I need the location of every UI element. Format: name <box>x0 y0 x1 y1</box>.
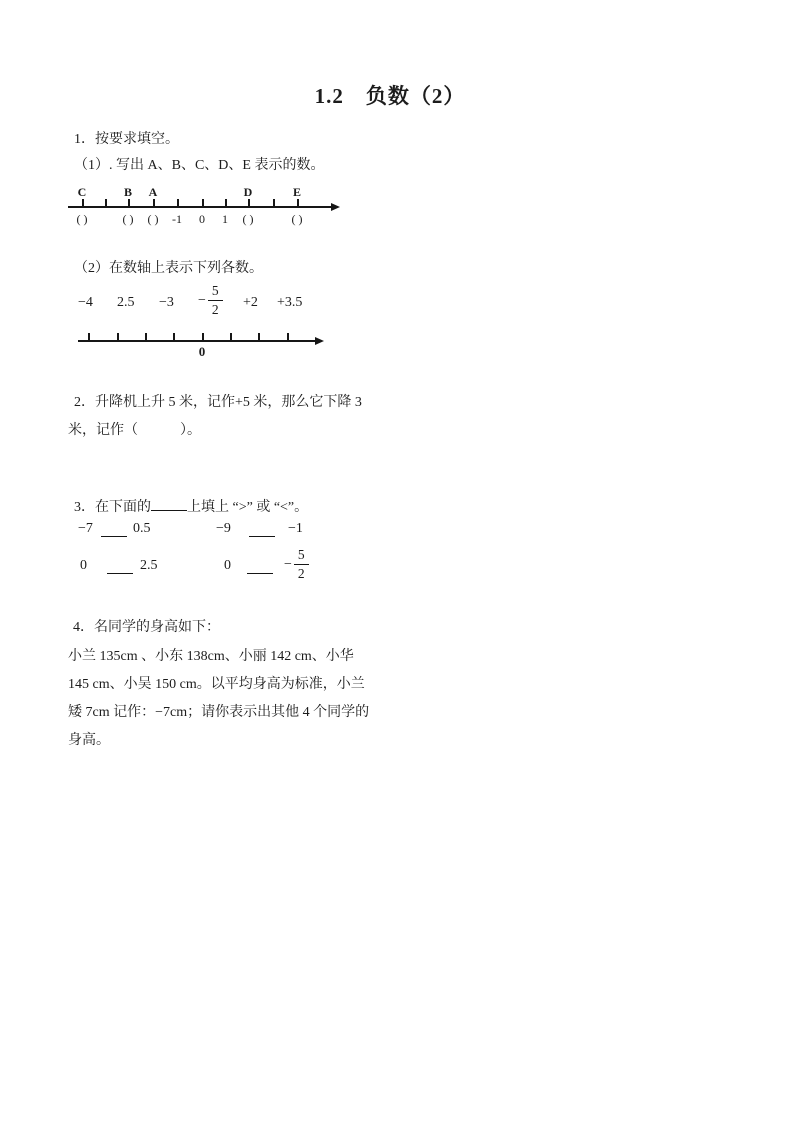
arrow-right-icon <box>331 203 340 211</box>
axis-value-label: -1 <box>172 212 182 226</box>
number-value: −4 <box>78 295 93 310</box>
question-3-heading-pre: 3．在下面的 <box>74 500 151 515</box>
comparison-value: −9 <box>216 521 231 536</box>
point-letter-d: D <box>243 185 253 199</box>
fraction-numerator: 5 <box>208 283 223 301</box>
comparison-value: 0 <box>224 558 231 573</box>
number-value: −3 <box>159 295 174 310</box>
axis-blank-label: ( ) <box>147 212 159 226</box>
fraction-stack <box>294 547 309 582</box>
tick-mark <box>88 333 90 340</box>
point-letter-e: E <box>292 185 302 199</box>
comparison-value: 0.5 <box>133 521 151 536</box>
number-line-2 <box>78 326 338 362</box>
tick-mark <box>177 199 179 206</box>
blank-line <box>247 559 273 574</box>
blank-line <box>101 522 127 537</box>
question-2-text-line-1: 2．升降机上升 5 米，记作+5 米，那么它下降 3 <box>74 395 362 410</box>
axis-blank-label: ( ) <box>291 212 303 226</box>
axis-blank-label: ( ) <box>242 212 254 226</box>
blank-line <box>151 496 187 511</box>
number-value: +2 <box>243 295 258 310</box>
tick-mark <box>273 199 275 206</box>
tick-mark <box>225 199 227 206</box>
tick-mark <box>82 199 84 206</box>
question-4-text-line: 145 cm、小吴 150 cm。以平均身高为标准，小兰 <box>68 677 365 692</box>
axis-line <box>68 206 332 208</box>
tick-mark <box>258 333 260 340</box>
question-3-heading-post: 上填上 “>” 或 “<”。 <box>187 500 309 515</box>
comparison-value: −7 <box>78 521 93 536</box>
fraction-numerator: 5 <box>294 547 309 565</box>
question-3-heading <box>74 496 308 516</box>
question-4-text-line: 矮 7cm 记作：−7cm；请你表示出其他 4 个同学的 <box>68 705 370 720</box>
number-line-1 <box>68 185 353 231</box>
tick-mark <box>153 199 155 206</box>
fraction-stack <box>208 283 223 318</box>
axis-line <box>78 340 316 342</box>
comparison-value: −1 <box>288 521 303 536</box>
question-4-text-line: 身高。 <box>68 733 110 748</box>
tick-mark <box>117 333 119 340</box>
axis-blank-label: ( ) <box>76 212 88 226</box>
axis-value-label: 0 <box>199 212 205 226</box>
fraction-value <box>284 547 309 582</box>
fraction-minus-sign: − <box>198 292 206 308</box>
number-value: 2.5 <box>117 295 135 310</box>
tick-mark <box>145 333 147 340</box>
fraction-denominator: 2 <box>211 302 219 318</box>
axis-blank-label: ( ) <box>122 212 134 226</box>
tick-mark <box>202 199 204 206</box>
question-1-part-2-label: （2）在数轴上表示下列各数。 <box>74 261 263 276</box>
axis-value-label: 1 <box>222 212 228 226</box>
tick-mark <box>128 199 130 206</box>
point-letter-c: C <box>77 185 87 199</box>
blank-line <box>107 559 133 574</box>
tick-mark <box>105 199 107 206</box>
point-letter-b: B <box>123 185 133 199</box>
tick-mark <box>202 333 204 340</box>
point-letter-a: A <box>148 185 158 199</box>
fraction-minus-sign: − <box>284 556 292 572</box>
comparison-value: 0 <box>80 558 87 573</box>
question-2-text-line-2: 米，记作（ ）。 <box>68 423 201 438</box>
fraction-denominator: 2 <box>297 566 305 582</box>
tick-mark <box>248 199 250 206</box>
comparison-value: 2.5 <box>140 558 158 573</box>
tick-mark <box>173 333 175 340</box>
tick-mark <box>297 199 299 206</box>
question-4-text-line: 小兰 135cm 、小东 138cm、小丽 142 cm、小华 <box>68 649 354 664</box>
question-1-part-1-label: （1）. 写出 A、B、C、D、E 表示的数。 <box>74 158 325 173</box>
origin-label: 0 <box>198 344 206 359</box>
page-title: 1.2 负数（2） <box>314 84 466 108</box>
tick-mark <box>230 333 232 340</box>
question-4-heading: 4．名同学的身高如下： <box>73 620 220 635</box>
number-value: +3.5 <box>277 295 303 310</box>
tick-mark <box>287 333 289 340</box>
arrow-right-icon <box>315 337 324 345</box>
question-1-heading: 1．按要求填空。 <box>74 132 179 147</box>
blank-line <box>249 522 275 537</box>
fraction-value <box>198 283 223 318</box>
